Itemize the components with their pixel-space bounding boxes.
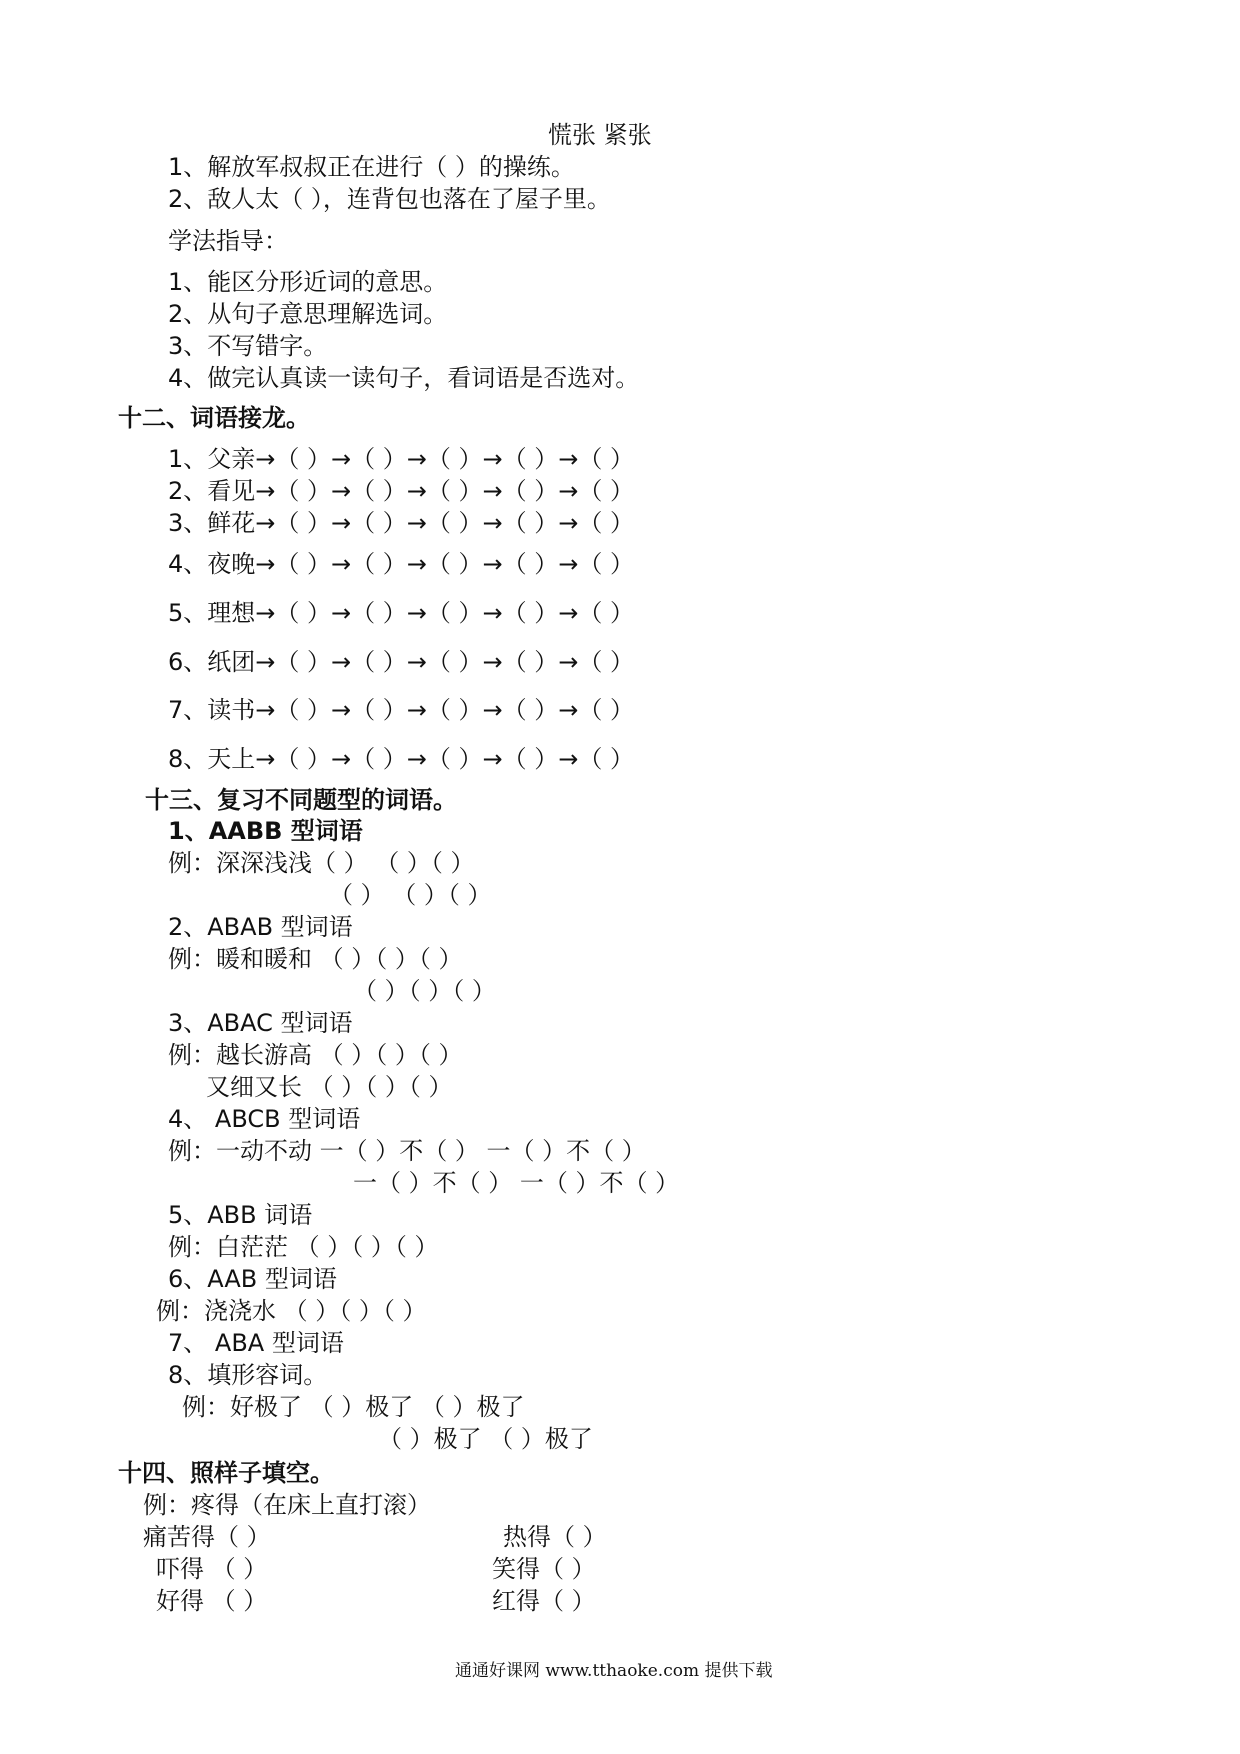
fill-item: 吓得 （ ）	[156, 1555, 268, 1583]
word-chain-row: 8、天上→（ ）→（ ）→（ ）→（ ）→（ ）	[168, 745, 634, 773]
abcb-row-2: 一（ ）不（ ） 一（ ）不（ ）	[353, 1169, 680, 1197]
word-chain-row: 2、看见→（ ）→（ ）→（ ）→（ ）→（ ）	[168, 477, 634, 505]
abab-row-2: （ ）（ ）（ ）	[353, 977, 496, 1005]
word-chain-row: 4、夜晚→（ ）→（ ）→（ ）→（ ）→（ ）	[168, 550, 634, 578]
aab-example: 例：浇浇水 （ ）（ ）（ ）	[156, 1297, 427, 1325]
word-choice-options: 慌张 紧张	[548, 121, 652, 149]
study-guide-title: 学法指导：	[168, 227, 288, 255]
aba-title: 7、 ABA 型词语	[168, 1329, 344, 1357]
page-footer: 通通好课网 www.tthaoke.com 提供下载	[455, 1661, 773, 1681]
study-guide-item: 2、从句子意思理解选词。	[168, 300, 448, 328]
word-chain-row: 3、鲜花→（ ）→（ ）→（ ）→（ ）→（ ）	[168, 509, 634, 537]
fill-example: 例：疼得（在床上直打滚）	[143, 1491, 431, 1519]
aabb-example: 例：深深浅浅（ ） （ ）（ ）	[168, 849, 475, 877]
choice-question-2: 2、敌人太（ ），连背包也落在了屋子里。	[168, 185, 611, 213]
fill-item: 好得 （ ）	[156, 1587, 268, 1615]
choice-question-1: 1、解放军叔叔正在进行（ ）的操练。	[168, 153, 575, 181]
word-chain-row: 7、读书→（ ）→（ ）→（ ）→（ ）→（ ）	[168, 696, 634, 724]
abac-example-2: 又细又长 （ ）（ ）（ ）	[206, 1073, 453, 1101]
word-chain-row: 5、理想→（ ）→（ ）→（ ）→（ ）→（ ）	[168, 599, 634, 627]
abb-title: 5、ABB 词语	[168, 1201, 313, 1229]
section-12-title: 十二、词语接龙。	[118, 404, 310, 432]
abb-example: 例：白茫茫 （ ）（ ）（ ）	[168, 1233, 439, 1261]
section-13-title: 十三、复习不同题型的词语。	[145, 786, 457, 814]
abcb-example: 例：一动不动 一（ ）不（ ） 一（ ）不（ ）	[168, 1137, 646, 1165]
aabb-row-2: （ ） （ ）（ ）	[329, 881, 492, 909]
study-guide-item: 1、能区分形近词的意思。	[168, 268, 448, 296]
abac-title: 3、ABAC 型词语	[168, 1009, 353, 1037]
section-14-title: 十四、照样子填空。	[118, 1459, 334, 1487]
fill-item: 红得（ ）	[492, 1587, 596, 1615]
abab-title: 2、ABAB 型词语	[168, 913, 353, 941]
abab-example: 例：暖和暖和 （ ）（ ）（ ）	[168, 945, 463, 973]
aab-title: 6、AAB 型词语	[168, 1265, 337, 1293]
adjective-example: 例：好极了 （ ）极了 （ ）极了	[182, 1393, 525, 1421]
study-guide-item: 4、做完认真读一读句子，看词语是否选对。	[168, 364, 640, 392]
fill-item: 笑得（ ）	[492, 1555, 596, 1583]
aabb-title: 1、AABB 型词语	[168, 817, 363, 845]
adjective-row-2: （ ）极了 （ ）极了	[378, 1425, 593, 1453]
fill-item: 热得（ ）	[503, 1523, 607, 1551]
abcb-title: 4、 ABCB 型词语	[168, 1105, 361, 1133]
fill-item: 痛苦得（ ）	[143, 1523, 271, 1551]
adjective-title: 8、填形容词。	[168, 1361, 328, 1389]
word-chain-row: 6、纸团→（ ）→（ ）→（ ）→（ ）→（ ）	[168, 648, 634, 676]
study-guide-item: 3、不写错字。	[168, 332, 328, 360]
abac-example: 例：越长游高 （ ）（ ）（ ）	[168, 1041, 463, 1069]
word-chain-row: 1、父亲→（ ）→（ ）→（ ）→（ ）→（ ）	[168, 445, 634, 473]
